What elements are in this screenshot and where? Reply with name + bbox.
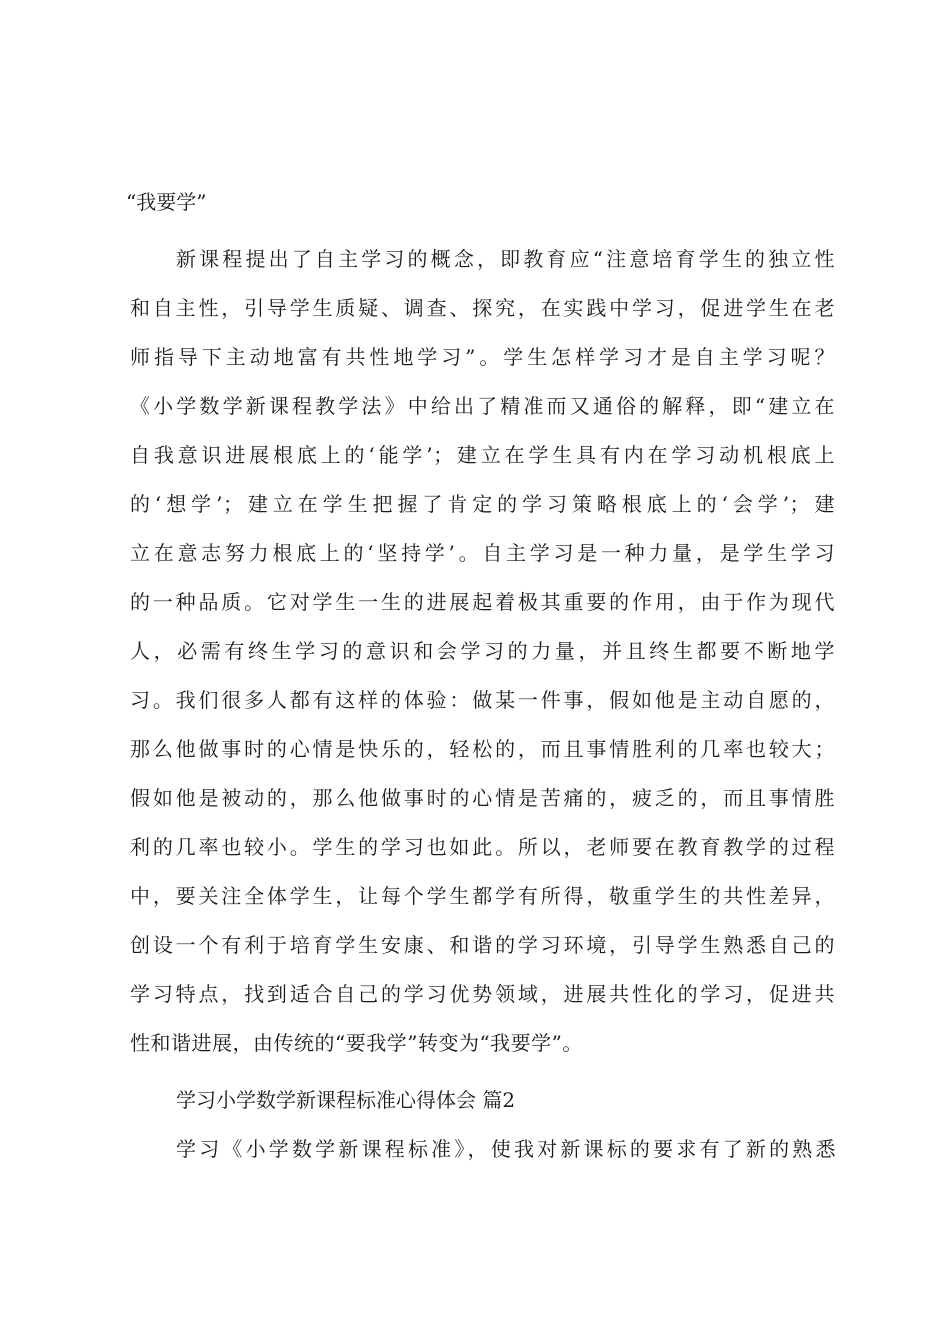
paragraph-line: 人，必需有终生学习的意识和会学习的力量，并且终生都要不断地学	[130, 639, 835, 663]
section-title: 学习小学数学新课程标准心得体会 篇2	[176, 1088, 516, 1112]
paragraph-line: 利的几率也较小。学生的学习也如此。所以，老师要在教育教学的过程	[130, 835, 835, 859]
paragraph-line: 性和谐进展，由传统的“要我学”转变为“我要学”。	[130, 1031, 583, 1055]
paragraph-line: 的一种品质。它对学生一生的进展起着极其重要的作用，由于作为现代	[130, 590, 835, 614]
heading-tail: “我要学”	[126, 190, 207, 214]
paragraph-line: 那么他做事时的心情是快乐的，轻松的，而且事情胜利的几率也较大；	[130, 737, 835, 761]
paragraph-line: 中，要关注全体学生，让每个学生都学有所得，敬重学生的共性差异，	[130, 884, 835, 908]
paragraph-line: 创设一个有利于培育学生安康、和谐的学习环境，引导学生熟悉自己的	[130, 933, 835, 957]
paragraph-line: 的‘想学’；建立在学生把握了肯定的学习策略根底上的‘会学’；建	[130, 492, 835, 516]
paragraph-line: 假如他是被动的，那么他做事时的心情是苦痛的，疲乏的，而且事情胜	[130, 786, 835, 810]
paragraph-autonomous-learning	[130, 235, 835, 1068]
paragraph-line: 立在意志努力根底上的‘坚持学’。自主学习是一种力量，是学生学习	[130, 541, 835, 565]
paragraph-line: 新课程提出了自主学习的概念，即教育应“注意培育学生的独立性	[176, 247, 835, 271]
paragraph-line: 自我意识进展根底上的‘能学’；建立在学生具有内在学习动机根底上	[130, 443, 835, 467]
paragraph-line: 和自主性，引导学生质疑、调查、探究，在实践中学习，促进学生在老	[130, 296, 835, 320]
paragraph-2-first-line: 学习《小学数学新课程标准》，使我对新课标的要求有了新的熟悉	[176, 1137, 836, 1161]
paragraph-line: 学习特点，找到适合自己的学习优势领域，进展共性化的学习，促进共	[130, 982, 835, 1006]
paragraph-line: 师指导下主动地富有共性地学习”。学生怎样学习才是自主学习呢？	[130, 345, 835, 369]
paragraph-line: 《小学数学新课程教学法》中给出了精准而又通俗的解释，即“建立在	[130, 394, 835, 418]
paragraph-line: 习。我们很多人都有这样的体验：做某一件事，假如他是主动自愿的，	[130, 688, 835, 712]
